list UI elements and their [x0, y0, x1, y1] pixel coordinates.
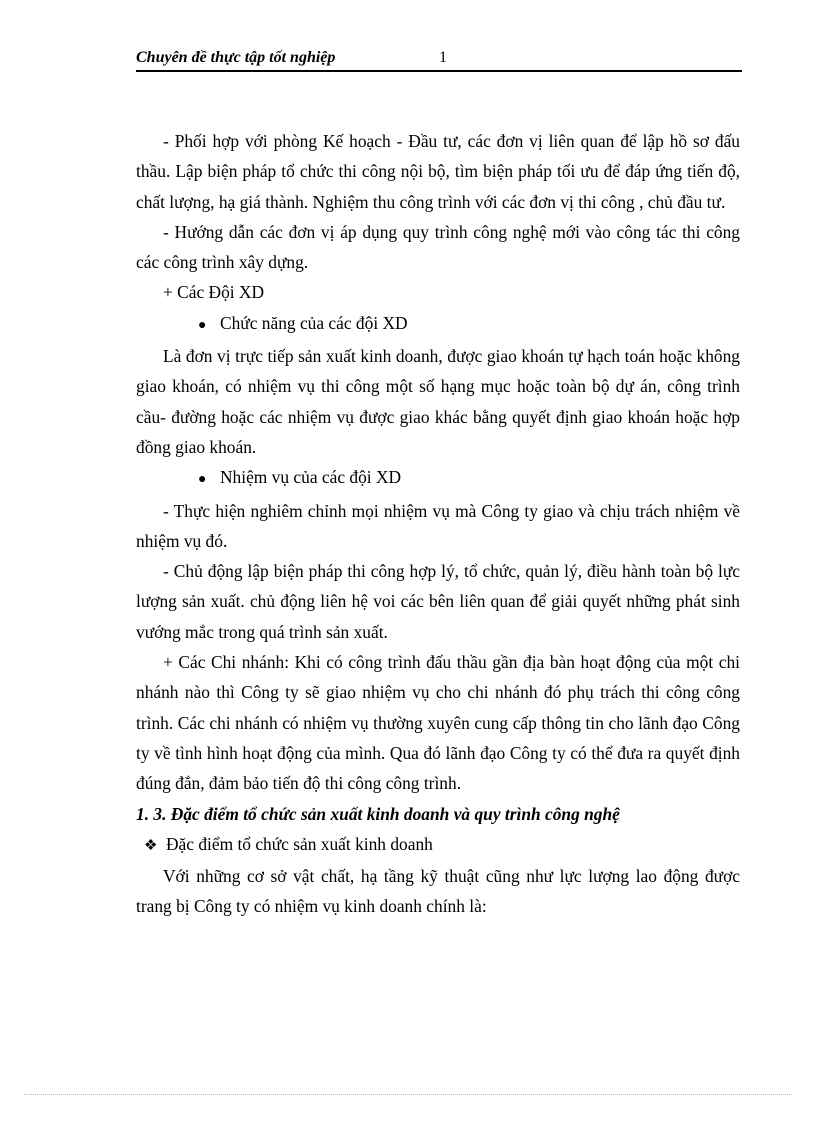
- bullet-text: Đặc điểm tổ chức sản xuất kinh doanh: [166, 833, 433, 854]
- paragraph-duty-execution: - Thực hiện nghiêm chỉnh mọi nhiệm vụ mà Công ty giao và chịu trách nhiệm về nhiệm vụ đó.: [136, 500, 740, 551]
- bullet-text: Nhiệm vụ của các đội XD: [220, 467, 402, 488]
- paragraph-technology-guidance: - Hướng dẫn các đơn vị áp dụng quy trình công nghệ mới vào công tác thi công các công trình xây dựng.: [136, 221, 740, 273]
- section-heading: 1. 3. Đặc điểm tổ chức sản xuất kinh doanh và quy trình công nghệ: [136, 803, 620, 824]
- page-number: 1: [439, 49, 447, 66]
- paragraph-main-business: Với những cơ sở vật chất, hạ tầng kỹ thuật cũng như lực lượng lao động được trang bị Công ty có nhiệm vụ kinh doanh chính là:: [136, 866, 740, 917]
- paragraph-planning-coordination: - Phối hợp với phòng Kế hoạch - Đầu tư, các đơn vị liên quan để lập hồ sơ đấu thầu. Lập biện pháp tổ chức thi công nội bộ, tìm biện pháp tối ưu để đáp ứng tiến độ, chất lượng, hạ giá thành. Nghiệm thu công trình với các đơn vị thi công , chủ đầu tư.: [136, 131, 740, 212]
- bullet-item-team-functions: [136, 308, 740, 341]
- bullet-item-team-duties: [136, 462, 740, 495]
- page-header: [136, 47, 742, 72]
- header-title: Chuyên đề thực tập tốt nghiệp: [136, 49, 336, 66]
- diamond-bullet-icon: ❖: [144, 837, 158, 854]
- paragraph-duty-planning: - Chủ động lập biện pháp thi công hợp lý, tổ chức, quản lý, điều hành toàn bộ lực lượng sản xuất. chủ động liên hệ voi các bên liên quan để giải quyết những phát sinh vướng mắc trong quá trình sản xuất.: [136, 561, 740, 642]
- bullet-dot-icon: ●: [198, 317, 207, 333]
- footer-divider: [24, 1094, 792, 1095]
- paragraph-team-description: Là đơn vị trực tiếp sản xuất kinh doanh, được giao khoán tự hạch toán hoặc không giao khoán, có nhiệm vụ thi công một số hạng mục hoặc toàn bộ dự án, công trình cầu- đường hoặc các nhiệm vụ được giao khác bằng quyết định giao khoán hoặc hợp đồng giao khoán.: [136, 346, 740, 457]
- paragraph-branches: + Các Chi nhánh: Khi có công trình đấu thầu gần địa bàn hoạt động của một chi nhánh nào thì Công ty sẽ giao nhiệm vụ cho chi nhánh đó phụ trách thi công công trình. Các chi nhánh có nhiệm vụ thường xuyên cung cấp thông tin cho lãnh đạo Công ty về tình hình hoạt động của mình. Qua đó lãnh đạo Công ty có thể đưa ra quyết định đúng đắn, đảm bảo tiến độ thi công công trình.: [136, 652, 740, 794]
- bullet-dot-icon: ●: [198, 472, 207, 488]
- document-body: [136, 126, 740, 922]
- bullet-item-business-organization: [136, 829, 740, 861]
- paragraph-construction-teams: + Các Đội XD: [163, 282, 265, 303]
- bullet-text: Chức năng của các đội XD: [220, 312, 408, 333]
